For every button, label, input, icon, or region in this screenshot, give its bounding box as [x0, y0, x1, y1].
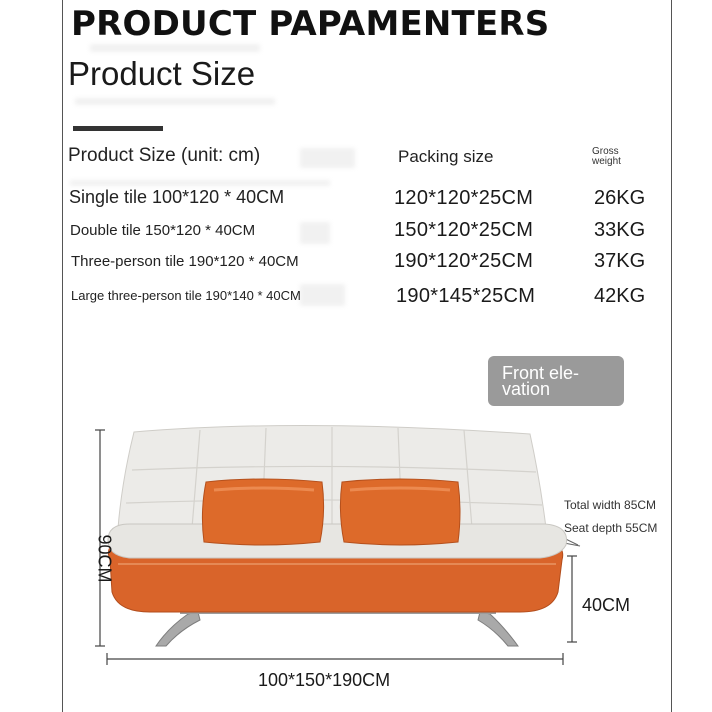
seat-height-dimension-line	[567, 556, 577, 642]
page-title: PRODUCT PAPAMENTERS	[71, 4, 550, 44]
table-row-packing: 190*145*25CM	[396, 285, 536, 307]
total-width-label: Total width 85CM	[564, 498, 657, 512]
table-row-size: Three-person tile 190*120 * 40CM	[71, 253, 299, 270]
column-header-weight: Gross weight	[592, 146, 621, 167]
column-header-packing: Packing size	[398, 147, 494, 166]
section-subtitle: Product Size	[68, 55, 256, 92]
table-row-packing: 190*120*25CM	[394, 250, 534, 272]
table-row-size: Large three-person tile 190*140 * 40CM	[71, 288, 301, 303]
front-elevation-tag: Front ele- vation	[488, 356, 624, 406]
width-label: 100*150*190CM	[258, 670, 391, 690]
seat-depth-label: Seat depth 55CM	[564, 521, 658, 535]
column-header-size: Product Size (unit: cm)	[68, 145, 261, 166]
table-row-weight: 26KG	[594, 187, 646, 209]
sofa-seat-cushion	[108, 524, 567, 558]
table-row-size: Single tile 100*120 * 40CM	[69, 187, 285, 207]
table-row-packing: 120*120*25CM	[394, 187, 534, 209]
width-dimension-line	[107, 653, 563, 665]
table-row-packing: 150*120*25CM	[394, 219, 534, 241]
table-row-weight: 37KG	[594, 250, 646, 272]
seat-height-label: 40CM	[582, 595, 631, 615]
table-row-weight: 33KG	[594, 219, 646, 241]
table-row-weight: 42KG	[594, 285, 646, 307]
table-row-size: Double tile 150*120 * 40CM	[70, 222, 256, 239]
height-label: 90CM	[94, 534, 115, 583]
